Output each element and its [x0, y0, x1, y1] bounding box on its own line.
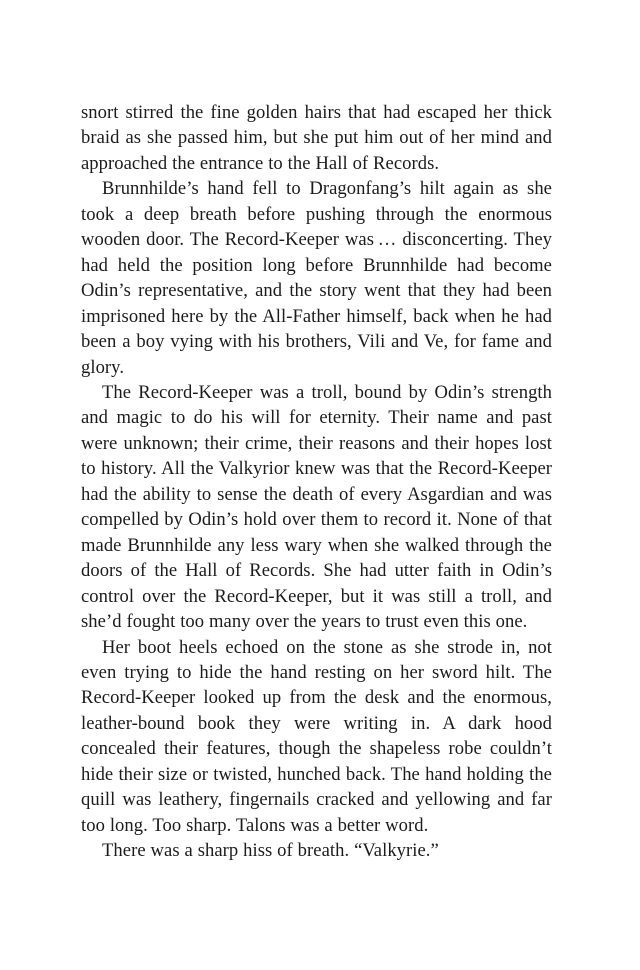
paragraph-boot-heels: Her boot heels echoed on the stone as she strode in, not even trying to hide the hand resting on her sword hilt. The Record-Keeper looked up from the desk and the enormous, leather-bound book they were writing in. A dark hood concealed their features, though the shapeless robe couldn’t hide their size or twisted, hunched back. The hand holding the quill was leathery, fingernails cracked and yellowing and far too long. Too sharp. Talons was a better word. — [81, 636, 552, 836]
paragraph-brunnhilde-hand: Brunnhilde’s hand fell to Dragonfang’s hilt again as she took a deep breath before pushing through the enormous wooden door. The Record-Keeper was … disconcerting. They had held the position long before Brunnhilde had become Odin’s representative, and the story went that they had been imprisoned here by the All-Father himself, back when he had been a boy vying with his brothers, Vili and Ve, for fame and glory. — [81, 178, 552, 378]
paragraph-hiss-of-breath: There was a sharp hiss of breath. “Valkyrie.” — [102, 840, 439, 862]
page-text-block — [81, 100, 552, 864]
paragraph-record-keeper-troll: The Record-Keeper was a troll, bound by Odin’s strength and magic to do his will for eternity. Their name and past were unknown; their crime, their reasons and their hopes lost to history. All the Valkyrior knew was that the Record-Keeper had the ability to sense the death of every Asgardian and was compelled by Odin’s hold over them to record it. None of that made Brunnhilde any less wary when she walked through the doors of the Hall of Records. She had utter faith in Odin’s control over the Record-Keeper, but it was still a troll, and she’d fought too many over the years to trust even this one. — [81, 381, 552, 633]
paragraph-continuation: snort stirred the fine golden hairs that had escaped her thick braid as she passed him, but she put him out of her mind and approached the entrance to the Hall of Records. — [81, 102, 552, 174]
